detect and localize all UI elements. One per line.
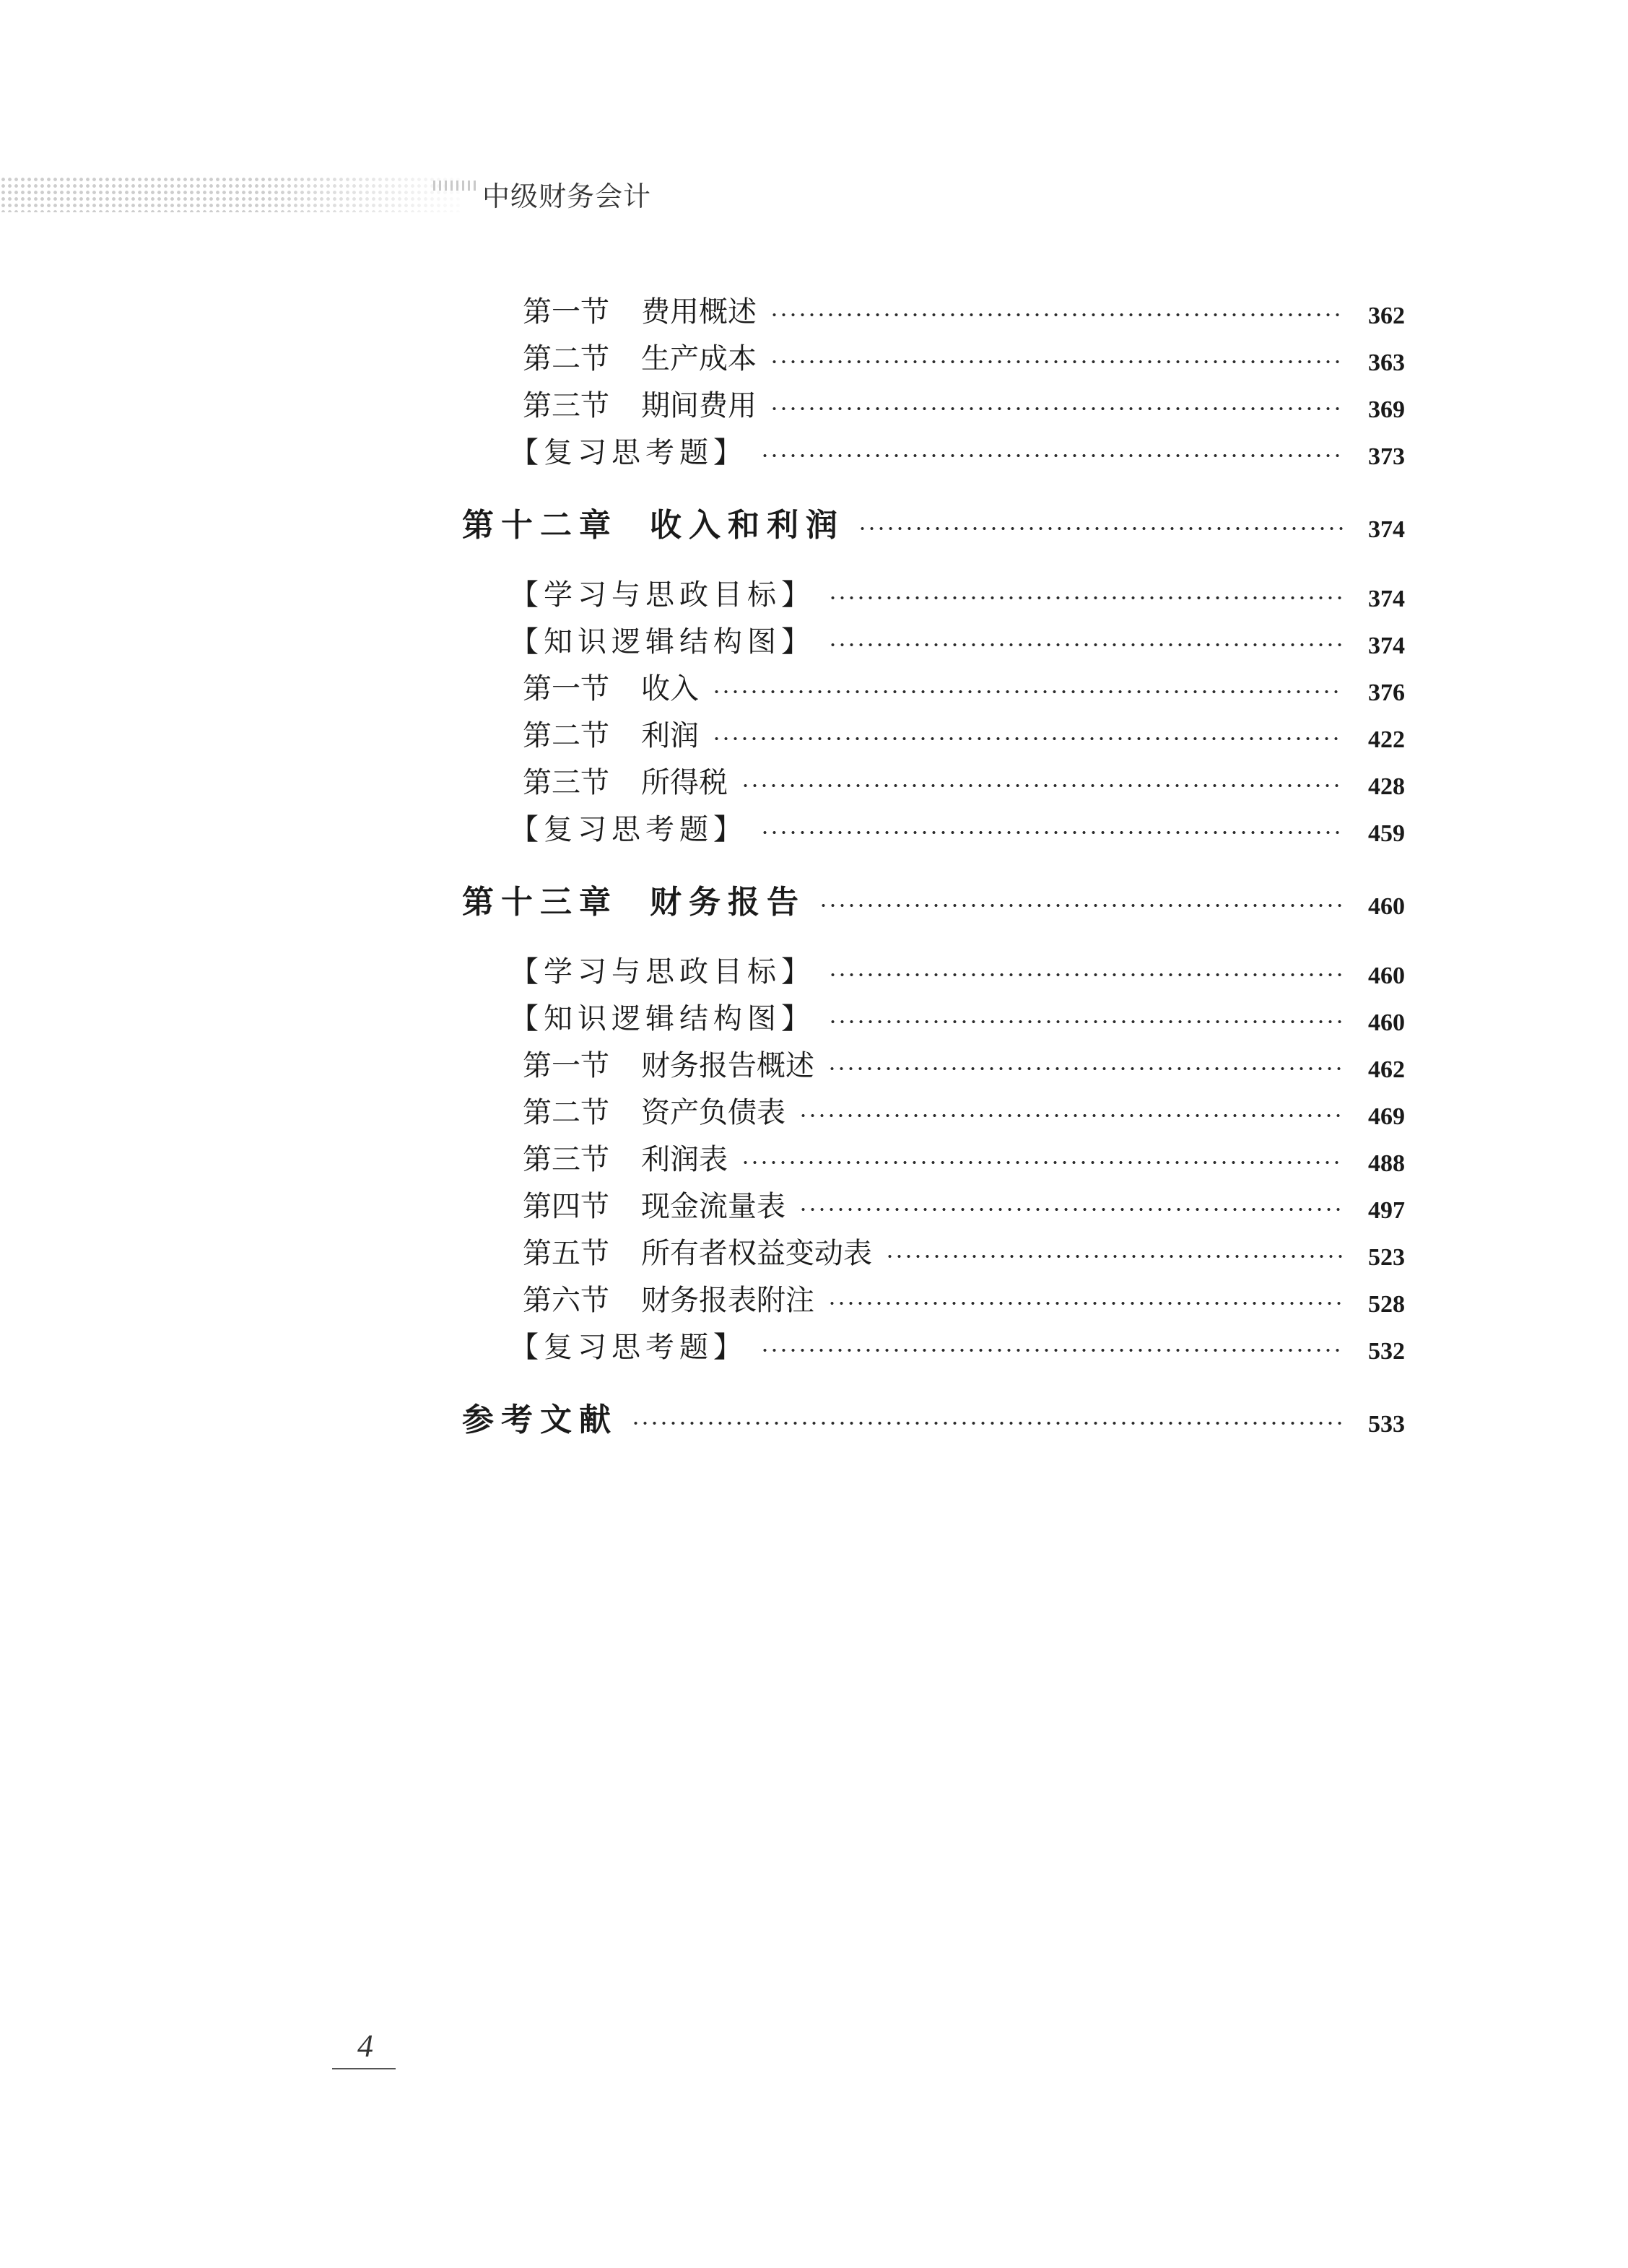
toc-entry-title: 所得税 [641, 766, 728, 799]
toc-page-number: 488 [1368, 1150, 1405, 1177]
running-title: 中级财务会计 [482, 181, 652, 212]
toc-page-number: 374 [1368, 516, 1405, 543]
toc-entry[interactable] [462, 714, 1405, 757]
toc-page-number: 376 [1368, 679, 1405, 706]
dot-leader [798, 1207, 1343, 1212]
dot-leader [770, 407, 1343, 411]
dot-leader [631, 1421, 1343, 1425]
toc-entry[interactable] [462, 997, 1405, 1040]
toc-entry-number: 第一节 [523, 672, 609, 705]
toc-entry-title: 利润 [641, 719, 699, 752]
dot-leader [760, 830, 1343, 835]
toc-chapter-title: 收入和利润 [650, 507, 845, 544]
toc-entry-label [523, 1279, 814, 1322]
toc-entry-title: 生产成本 [641, 342, 757, 375]
toc-entry-number: 第六节 [523, 1284, 609, 1317]
dot-leader [741, 783, 1343, 788]
toc-entry[interactable] [462, 1044, 1405, 1087]
toc-entry-title: 现金流量表 [641, 1190, 785, 1223]
toc-entry-title: 【知识逻辑结构图】 [510, 1002, 815, 1035]
toc-entry[interactable] [462, 290, 1405, 334]
toc-page-number: 497 [1368, 1197, 1405, 1224]
toc-page-number: 373 [1368, 443, 1405, 470]
toc-entry-number: 第五节 [523, 1237, 609, 1270]
dot-leader [819, 903, 1343, 908]
toc-entry[interactable] [462, 761, 1405, 804]
page-number-rule [332, 2068, 396, 2069]
toc-entry-number: 第二节 [523, 719, 609, 752]
toc-entry-title: 资产负债表 [641, 1096, 785, 1129]
toc-entry[interactable] [462, 1185, 1405, 1228]
toc-chapter-label [462, 881, 806, 924]
toc-entry-number: 第三节 [523, 1143, 609, 1176]
dot-leader [828, 1020, 1343, 1024]
toc-chapter-label [462, 504, 845, 547]
toc-chapter-number: 第十三章 [462, 884, 618, 921]
toc-page-number: 532 [1368, 1338, 1405, 1365]
toc-entry[interactable] [462, 620, 1405, 664]
toc-page-number: 460 [1368, 893, 1405, 920]
toc-page-number: 533 [1368, 1411, 1405, 1438]
toc-entry-number: 第一节 [523, 1049, 609, 1082]
toc-entry-label [523, 1138, 728, 1181]
dot-leader [760, 453, 1343, 458]
toc-entry-number: 第二节 [523, 1096, 609, 1129]
toc-entry[interactable] [462, 808, 1405, 851]
toc-entry-label [523, 384, 757, 427]
toc-entry-label [523, 337, 757, 381]
dot-leader [798, 1113, 1343, 1118]
toc-entry-label [523, 1044, 814, 1087]
dot-leader [712, 690, 1343, 694]
toc-entry-title: 【学习与思政目标】 [510, 955, 815, 989]
toc-page-number: 422 [1368, 726, 1405, 753]
toc-entry-title: 财务报告概述 [641, 1049, 814, 1082]
toc-entry[interactable] [462, 667, 1405, 711]
toc-entry[interactable] [462, 384, 1405, 427]
toc-entry[interactable] [462, 1279, 1405, 1322]
toc-entry[interactable] [462, 1326, 1405, 1369]
toc-entry-title: 所有者权益变动表 [641, 1237, 872, 1270]
toc-page-number: 460 [1368, 963, 1405, 989]
toc-chapter-title: 参考文献 [462, 1402, 618, 1438]
toc-entry-title: 【复习思考题】 [510, 813, 747, 846]
toc-entry[interactable] [462, 1091, 1405, 1134]
toc-entry-title: 【复习思考题】 [510, 436, 747, 469]
dot-leader [712, 737, 1343, 741]
dot-leader [741, 1160, 1343, 1165]
toc-entry-label [523, 714, 699, 757]
toc-entry-title: 利润表 [641, 1143, 728, 1176]
toc-page-number: 460 [1368, 1009, 1405, 1036]
dot-leader [828, 643, 1343, 647]
toc-chapter-entry[interactable] [462, 1399, 1405, 1442]
dot-leader [858, 526, 1343, 531]
dot-leader [885, 1254, 1343, 1259]
dot-leader [827, 1301, 1343, 1305]
toc-page-number: 362 [1368, 303, 1405, 329]
toc-entry[interactable] [462, 950, 1405, 994]
toc-entry-label [523, 1091, 785, 1134]
dot-leader [760, 1348, 1343, 1352]
toc-entry[interactable] [462, 1138, 1405, 1181]
toc-entry-number: 第四节 [523, 1190, 609, 1223]
dot-leader [770, 360, 1343, 364]
toc-entry-number: 第三节 [523, 389, 609, 422]
dot-leader [828, 973, 1343, 977]
toc-page-number: 374 [1368, 586, 1405, 612]
toc-entry[interactable] [462, 1232, 1405, 1275]
toc-page-number: 462 [1368, 1056, 1405, 1083]
toc-entry-label [523, 761, 728, 804]
toc-entry-title: 【复习思考题】 [510, 1331, 747, 1364]
toc-entry-title: 收入 [641, 672, 699, 705]
toc-entry-label [523, 1232, 872, 1275]
page-number: 4 [357, 2028, 373, 2064]
toc-chapter-entry[interactable] [462, 504, 1405, 547]
toc-page-number: 459 [1368, 820, 1405, 847]
toc-page-number: 528 [1368, 1291, 1405, 1318]
toc-entry-number: 第三节 [523, 766, 609, 799]
toc-page-number: 374 [1368, 633, 1405, 659]
toc-page-number: 428 [1368, 773, 1405, 800]
toc-entry[interactable] [462, 573, 1405, 617]
toc-entry-title: 【知识逻辑结构图】 [510, 625, 815, 659]
dot-leader [828, 596, 1343, 600]
dot-leader [827, 1066, 1343, 1071]
toc-entry-number: 第一节 [523, 295, 609, 329]
toc-chapter-entry[interactable] [462, 881, 1405, 924]
dot-leader [770, 313, 1343, 317]
toc-entry-label [523, 1185, 785, 1228]
toc-entry[interactable] [462, 431, 1405, 474]
toc-entry-title: 费用概述 [641, 295, 757, 329]
toc-entry-title: 【学习与思政目标】 [510, 578, 815, 612]
toc-entry-number: 第二节 [523, 342, 609, 375]
toc-entry-title: 期间费用 [641, 389, 757, 422]
toc-entry-label [523, 667, 699, 711]
toc-page-number: 363 [1368, 349, 1405, 376]
toc-page-number: 369 [1368, 396, 1405, 423]
toc-chapter-number: 第十二章 [462, 507, 618, 544]
toc-entry[interactable] [462, 337, 1405, 381]
toc-page-number: 469 [1368, 1103, 1405, 1130]
toc-entry-label [523, 290, 757, 334]
toc-chapter-title: 财务报告 [650, 884, 806, 921]
toc-entry-title: 财务报表附注 [641, 1284, 814, 1317]
toc-page-number: 523 [1368, 1244, 1405, 1271]
